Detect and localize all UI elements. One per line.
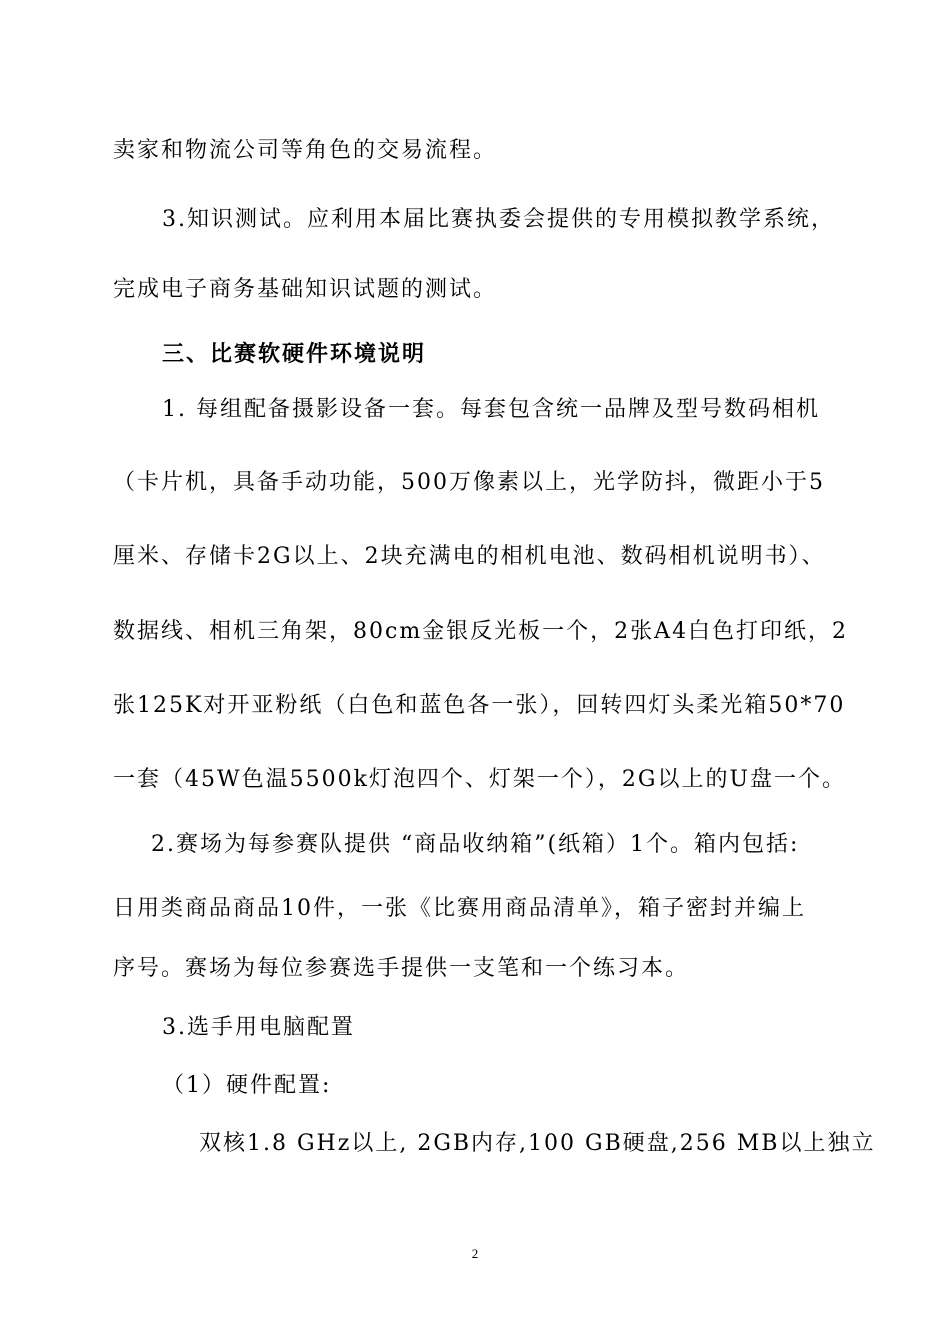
paragraph-line: 日用类商品商品10件，一张《比赛用商品清单》，箱子密封并编上 — [113, 896, 806, 921]
paragraph-line: 序号。赛场为每位参赛选手提供一支笔和一个练习本。 — [113, 956, 690, 981]
paragraph-line: 厘米、存储卡2G以上、2块充满电的相机电池、数码相机说明书）、 — [113, 544, 826, 569]
paragraph-line: 双核1.8 GHz以上, 2GB内存,100 GB硬盘,256 MB以上独立 — [199, 1131, 876, 1156]
paragraph-line: 3.选手用电脑配置 — [162, 1015, 355, 1040]
paragraph-line: 张125K对开亚粉纸（白色和蓝色各一张），回转四灯头柔光箱50*70 — [113, 693, 846, 718]
paragraph-line: 3.知识测试。应利用本届比赛执委会提供的专用模拟教学系统， — [162, 207, 835, 232]
section-heading: 三、比赛软硬件环境说明 — [162, 342, 427, 367]
paragraph-line: 卖家和物流公司等角色的交易流程。 — [113, 138, 498, 163]
paragraph-line: 1. 每组配备摄影设备一套。每套包含统一品牌及型号数码相机 — [162, 397, 820, 422]
paragraph-line: 完成电子商务基础知识试题的测试。 — [113, 277, 498, 302]
paragraph-line: 2.赛场为每参赛队提供 “商品收纳箱”(纸箱）1个。箱内包括: — [151, 832, 800, 857]
paragraph-line: （1）硬件配置: — [162, 1073, 332, 1098]
paragraph-line: （卡片机，具备手动功能，500万像素以上，光学防抖，微距小于5 — [113, 470, 825, 495]
paragraph-line: 一套（45W色温5500k灯泡四个、灯架一个），2G以上的U盘一个。 — [113, 767, 847, 792]
page-number: 2 — [471, 1246, 479, 1261]
paragraph-line: 数据线、相机三角架，80cm金银反光板一个，2张A4白色打印纸，2 — [113, 619, 849, 644]
